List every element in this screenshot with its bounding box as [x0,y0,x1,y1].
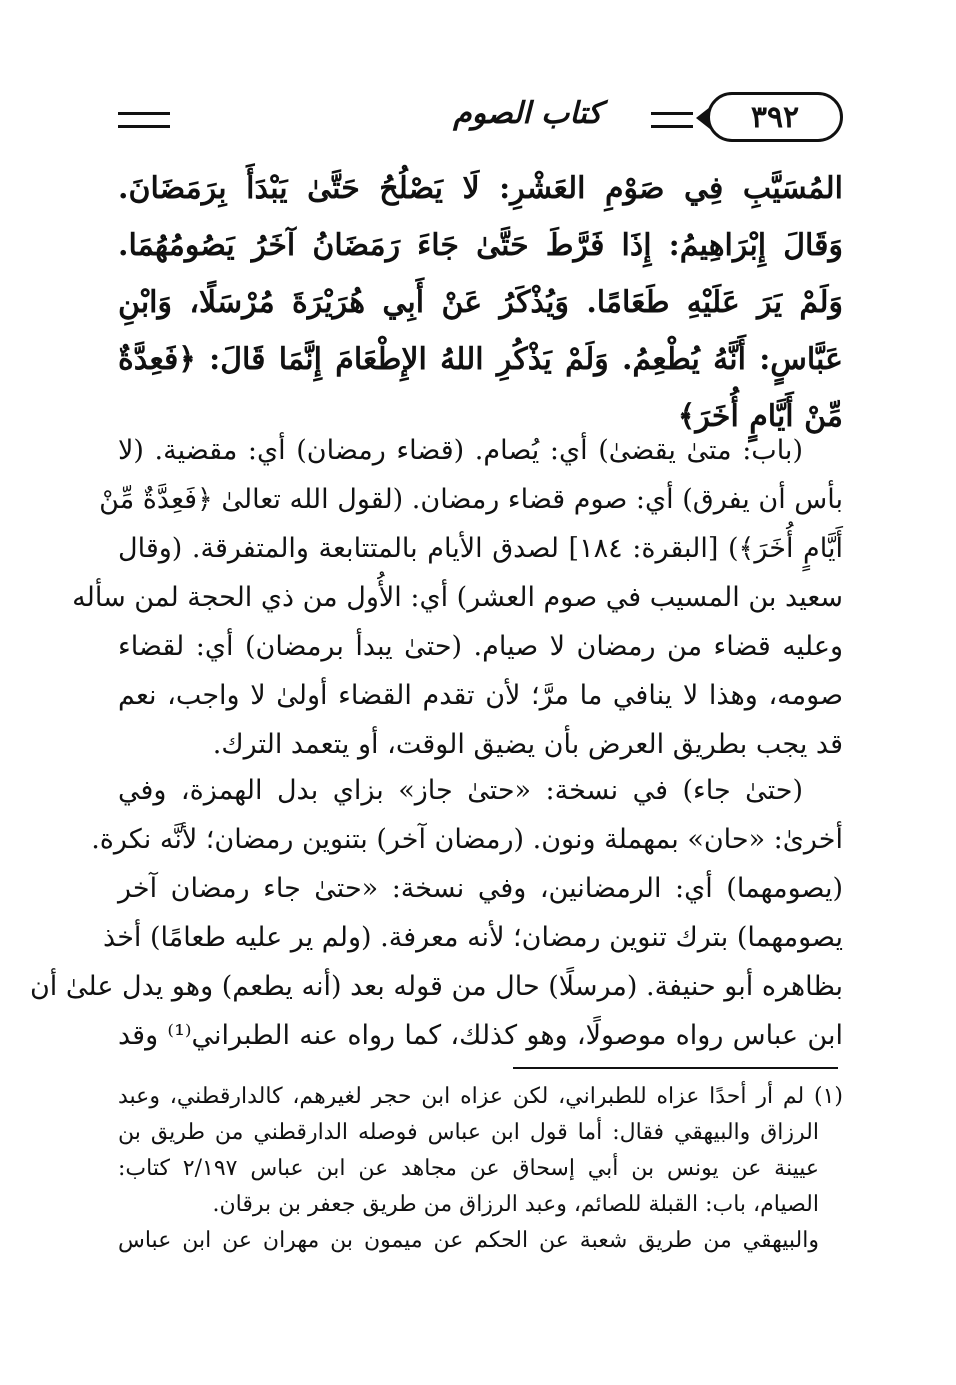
commentary-line: (باب: متىٰ يقضىٰ) أي: يُصام. (قضاء رمضان) أي: مقضية. (لا [118,435,803,466]
commentary-line: (حتىٰ جاء) في نسخة: «حتىٰ جاز» بزاي بدل الهمزة، وفي [118,775,803,806]
commentary-line: يصومهما) بترك تنوين رمضان؛ لأنه معرفة. (ولم ير عليه طعامًا) أخذ [103,922,843,953]
hadith-line: وَقَالَ إِبْرَاهِيمُ: إِذَا فَرَّطَ حَتَّىٰ جَاءَ رَمَضَانُ آخَرُ يَصُومُهُمَا. [118,228,843,263]
commentary-line: (يصومهما) أي: الرمضانين، وفي نسخة: «حتىٰ جاء رمضان آخر [118,873,843,904]
commentary-line: بظاهره أبو حنيفة. (مرسلًا) حال من قوله بعد (أنه يطعم) وهو يدل علىٰ أن [29,971,843,1002]
footnote-line: الصيام، باب: القبلة للصائم، وعبد الرزاق من طريق جعفر بن برقان. [212,1192,819,1217]
footnote-line: (١) لم أر أحدًا عزاه للطبراني، لكن عزاه ابن حجر لغيرهم، كالدارقطني، وعبد [118,1084,843,1109]
hadith-text-block [118,160,843,445]
commentary-line: وعليه قضاء من رمضان لا صيام. (حتىٰ يبدأ برمضان) أي: لقضاء [118,631,843,662]
commentary-line: أخرىٰ: «حان» بمهملة ونون. (رمضان آخر) بتنوين رمضان؛ لأنَّه نكرة. [91,824,843,855]
commentary-paragraph-1 [72,426,844,769]
hadith-line: مِّنْ أَيَّامٍ أُخَرَ﴾ [677,399,843,434]
commentary-line: أَيَّامٍ أُخَرَ﴾) [البقرة: ١٨٤] لصدق الأيام بالمتتابعة والمتفرقة. (وقال [118,533,844,564]
commentary-line: قد يجب بطريق العرض بأن يضيق الوقت، أو يتعمد الترك. [212,729,843,760]
hadith-line: وَلَمْ يَرَ عَلَيْهِ طَعَامًا. وَيُذْكَرُ عَنْ أَبِي هُرَيْرَةَ مُرْسَلًا، وَابْنِ [118,285,843,320]
hadith-line: عَبَّاسٍ: أَنَّهُ يُطْعِمُ. وَلَمْ يَذْكُرِ اللهُ الإِطْعَامَ إِنَّمَا قَالَ: ﴿فَعِدَّةٌ [118,342,843,377]
footnote-line: عيينة عن يونس بن أبي إسحاق عن مجاهد عن ابن عباس ٢/١٩٧ كتاب: [118,1156,820,1181]
commentary-line: بأس أن يفرق) أي: صوم قضاء رمضان. (لقول الله تعالىٰ ﴿فَعِدَّةٌ مِّنْ [99,484,843,515]
commentary-line: ابن عباس رواه موصولًا، وهو كذلك، كما رواه عنه الطبراني⁽¹⁾ وقد [118,1020,843,1051]
hadith-line: المُسَيَّبِ فِي صَوْمِ العَشْرِ: لَا يَصْلُحُ حَتَّىٰ يَبْدَأَ بِرَمَضَانَ. [118,171,843,206]
footnote-separator [513,1067,838,1069]
book-title: كتاب الصوم [453,96,602,131]
footnote-line: والبيهقي من طريق شعبة عن الحكم عن ميمون بن مهران عن ابن عباس [118,1228,819,1253]
commentary-line: سعيد بن المسيب في صوم العشر) أي: الأُول من ذي الحجة لمن سأله [72,582,843,613]
page-number-badge: ٣٩٢ [707,92,843,142]
footnote-line: الرزاق والبيهقي فقال: أما قول ابن عباس فوصله الدارقطني من طريق بن [118,1120,819,1145]
page-header [118,88,843,150]
commentary-paragraph-2 [29,766,843,1060]
header-rule-right [651,112,693,128]
footnotes [118,1079,843,1259]
header-rule-left [118,112,170,128]
commentary-line: صومه، وهذا لا ينافي ما مرَّ؛ لأن تقدم القضاء أولىٰ لا واجب، نعم [118,680,843,711]
